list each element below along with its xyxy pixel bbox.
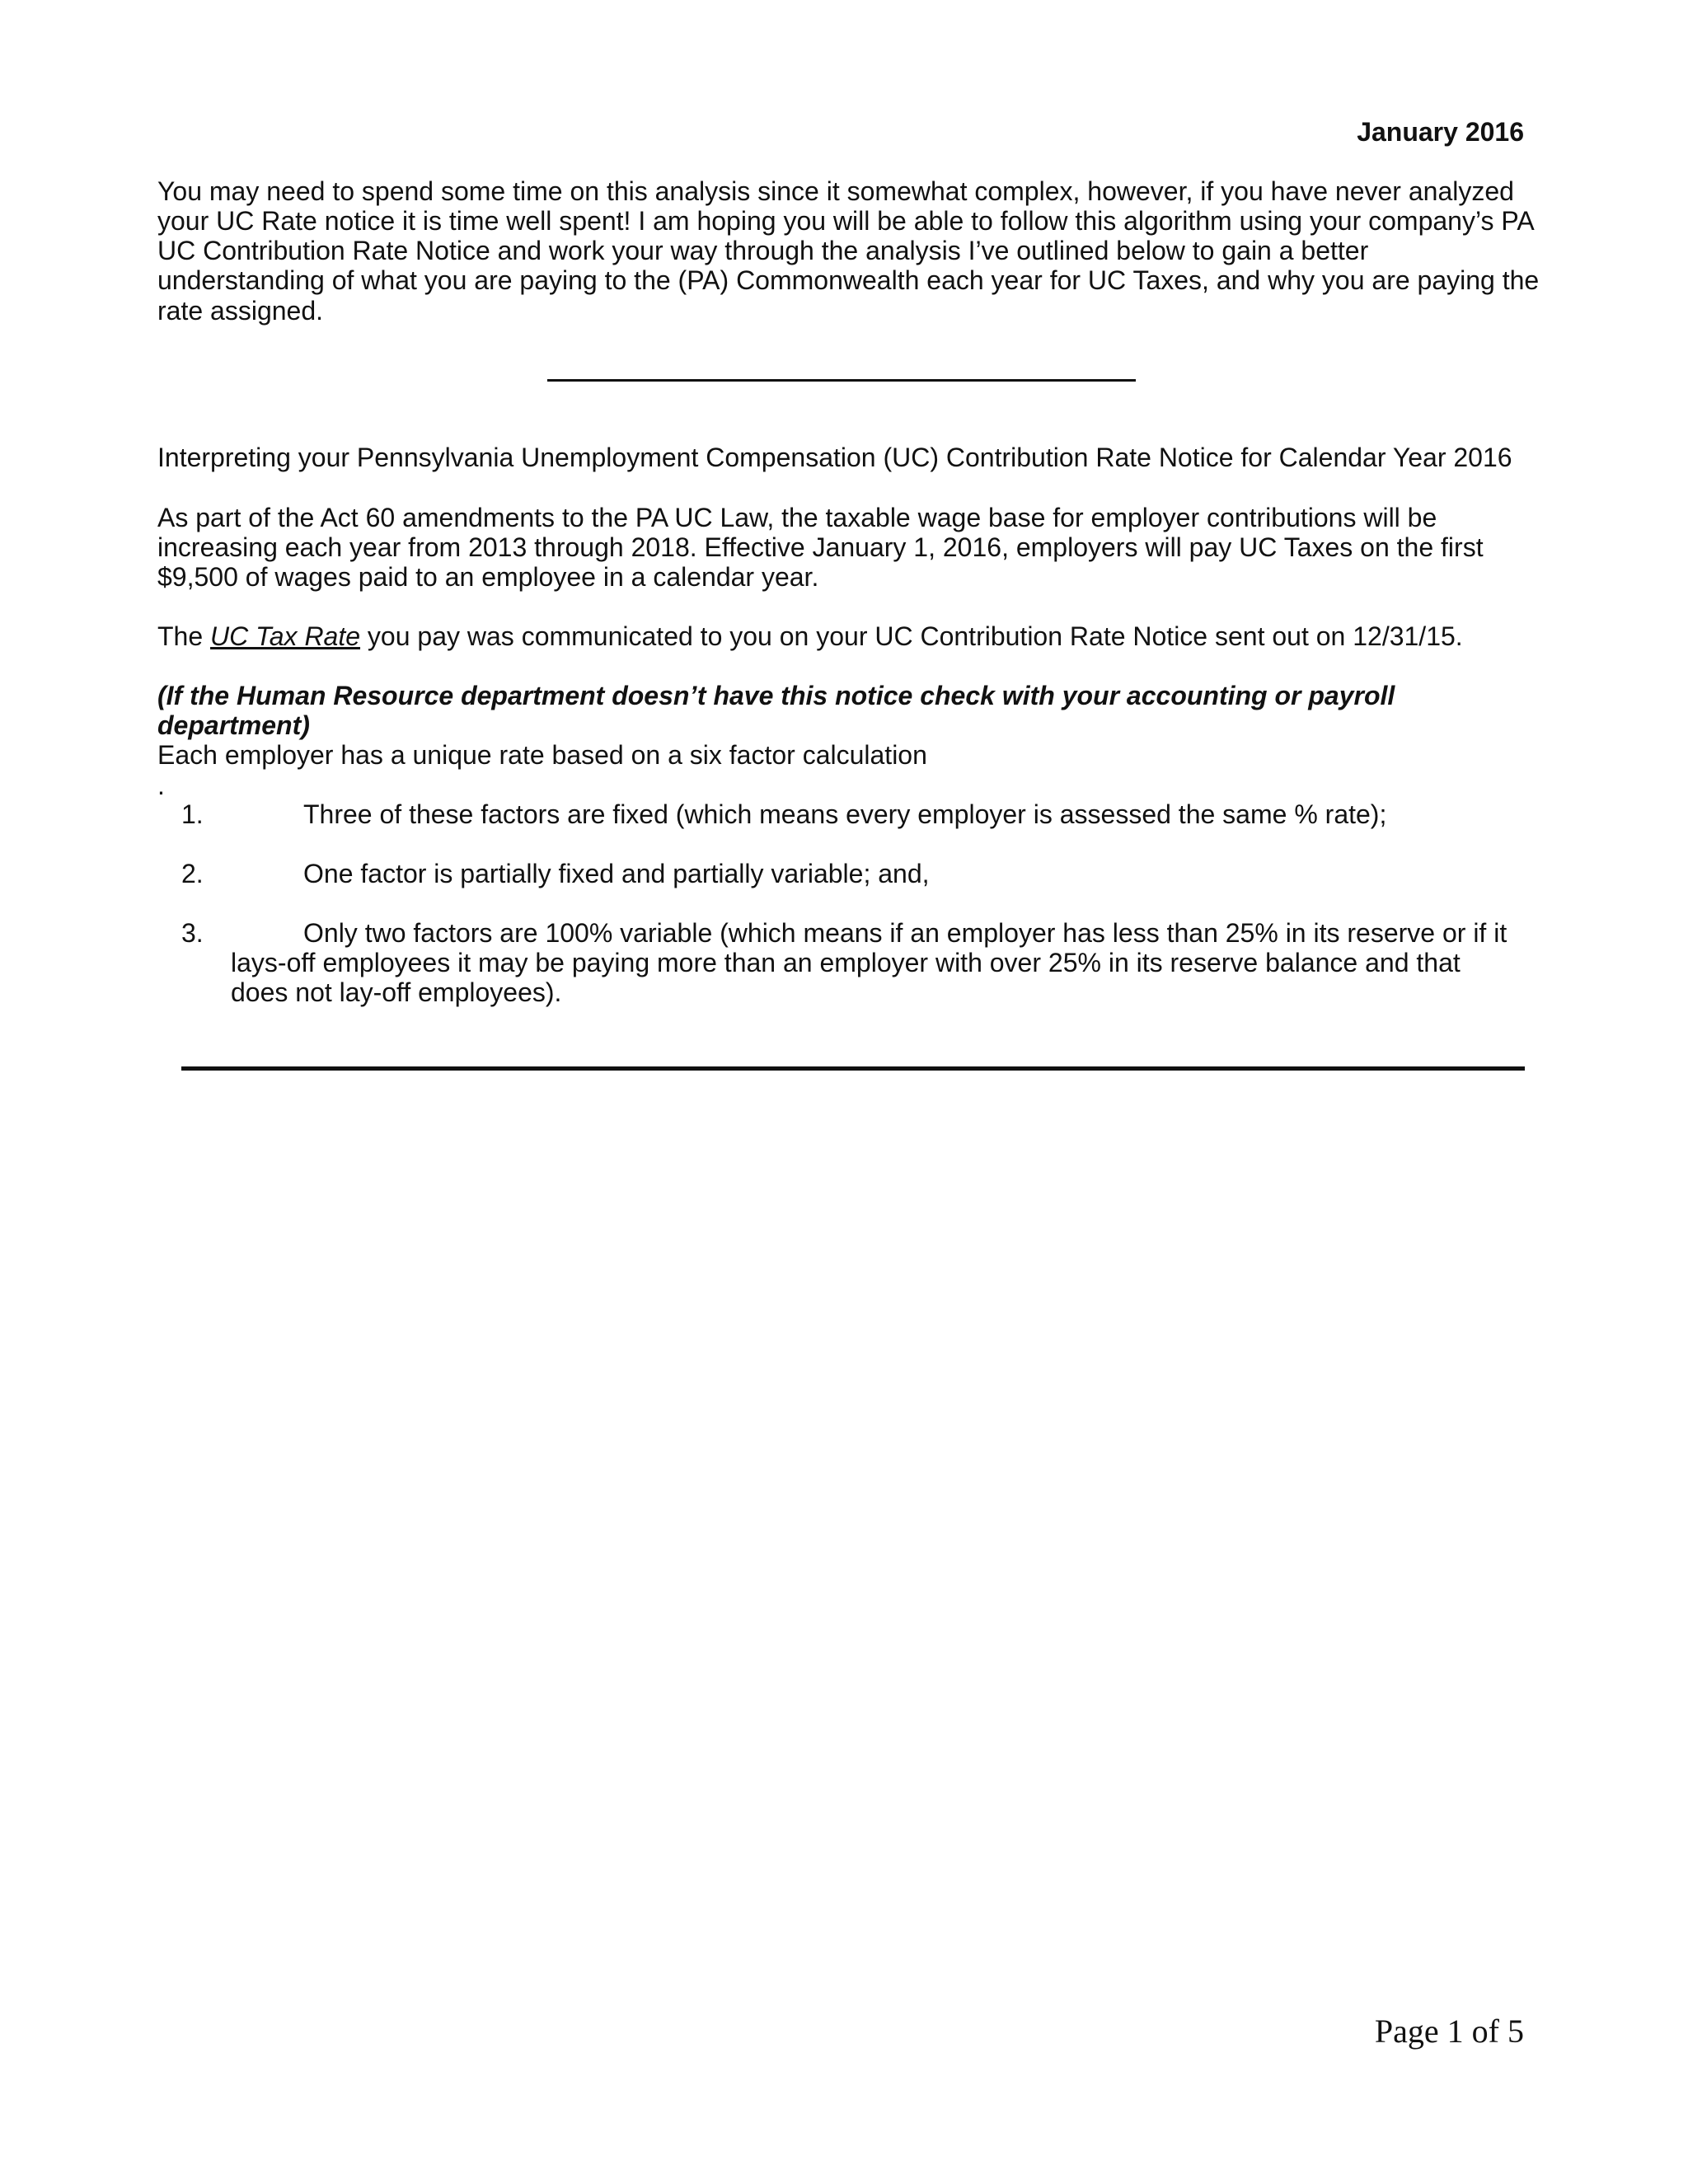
six-factor-intro: Each employer has a unique rate based on a six factor calculation: [157, 740, 927, 770]
document-date: January 2016: [1357, 117, 1524, 147]
uc-tax-rate-term: UC Tax Rate: [210, 621, 361, 651]
factor-list-item: [181, 918, 1525, 1007]
section-divider-short: [547, 379, 1136, 382]
factor-number: 2.: [181, 859, 204, 888]
factor-number: 3.: [181, 918, 204, 948]
tax-rate-prefix: The: [157, 621, 211, 651]
factor-list-item: [181, 799, 1525, 829]
factor-text: One factor is partially fixed and partially variable; and,: [303, 859, 930, 888]
factor-number: 1.: [181, 799, 204, 829]
stray-dot: .: [157, 771, 165, 800]
factor-text: Only two factors are 100% variable (which means if an employer has less than 25% in its reserve or if it lays-off employees it may be paying more than an employer with over 25% in its reserve balance and that does not lay-off employees).: [231, 918, 1507, 1008]
factor-text: Three of these factors are fixed (which means every employer is assessed the same % rate);: [303, 799, 1387, 829]
section-divider-long: [181, 1066, 1525, 1071]
tax-rate-paragraph: [157, 621, 1542, 651]
page-number: Page 1 of 5: [1374, 2013, 1524, 2050]
tax-rate-suffix: you pay was communicated to you on your UC Contribution Rate Notice sent out on 12/31/15.: [360, 621, 1463, 651]
section-heading: Interpreting your Pennsylvania Unemployment Compensation (UC) Contribution Rate Notice for Calendar Year 2016: [157, 443, 1512, 472]
factor-list-item: [181, 859, 1525, 888]
intro-paragraph: You may need to spend some time on this analysis since it somewhat complex, however, if you have never analyzed your UC Rate notice it is time well spent! I am hoping you will be able to follow this algorithm using your company’s PA UC Contribution Rate Notice and work your way through the analysis I’ve outlined below to gain a better understanding of what you are paying to the (PA) Commonwealth each year for UC Taxes, and why you are paying the rate assigned.: [157, 176, 1540, 326]
act60-paragraph: As part of the Act 60 amendments to the PA UC Law, the taxable wage base for employer contributions will be increasing each year from 2013 through 2018. Effective January 1, 2016, employers will pay UC Taxes on the first $9,500 of wages paid to an employee in a calendar year.: [157, 503, 1484, 593]
hr-note: (If the Human Resource department doesn’t have this notice check with your accounting or payroll department): [157, 681, 1395, 741]
